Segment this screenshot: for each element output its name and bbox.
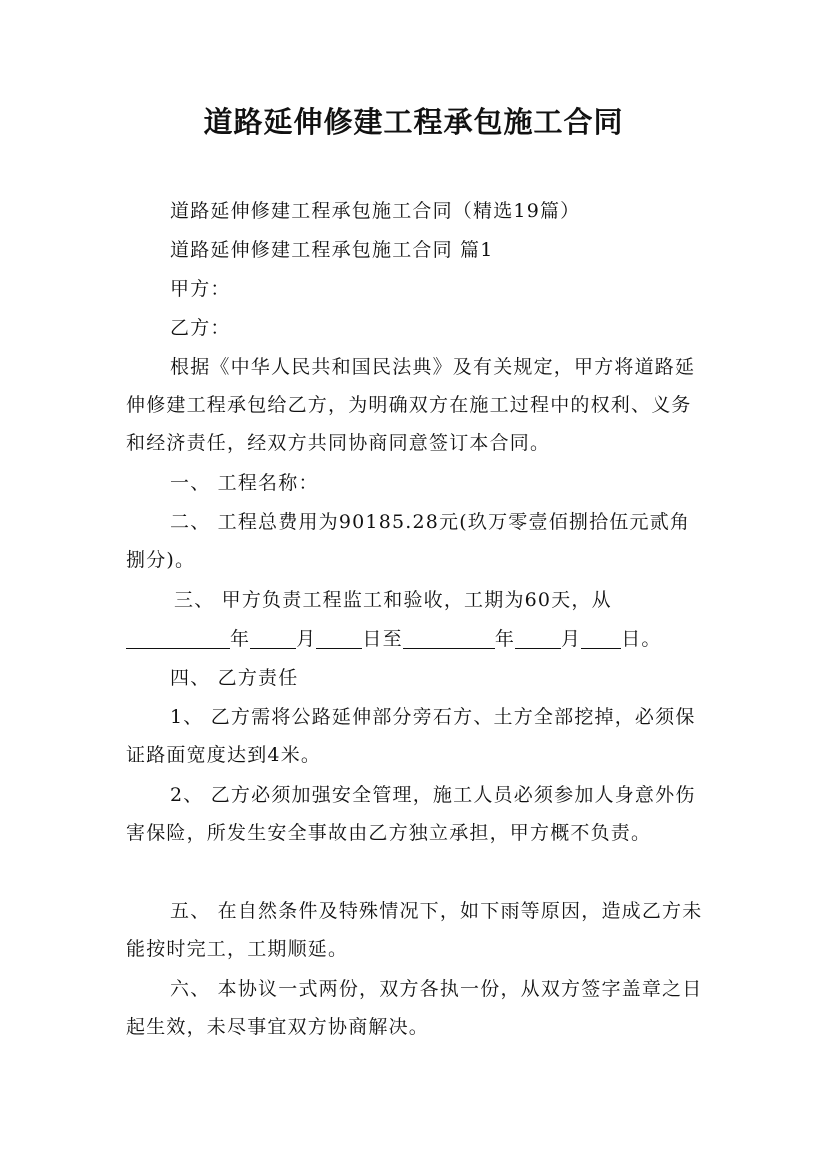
clause-supervision: 三、 甲方负责工程监工和验收，工期为60天，从 — [174, 589, 612, 611]
label-month-end: 月 — [561, 628, 582, 650]
label-year: 年 — [230, 628, 251, 650]
clause-copies: 六、 本协议一式两份，双方各执一份，从双方签字盖章之日起生效，未尽事宜双方协商解决。 — [126, 978, 703, 1038]
intro-paragraph: 根据《中华人民共和国民法典》及有关规定，甲方将道路延伸修建工程承包给乙方，为明确双方在施工过程中的权利、义务和经济责任，经双方共同协商同意签订本合同。 — [126, 356, 696, 454]
blank-end-year[interactable] — [403, 626, 495, 649]
blank-start-day[interactable] — [316, 626, 362, 649]
party-a-label: 甲方： — [170, 278, 231, 300]
clause-party-b-duties: 四、 乙方责任 — [170, 667, 299, 689]
label-day-to: 日至 — [362, 628, 403, 650]
clause-project-name: 一、 工程名称： — [170, 472, 319, 494]
duty-excavation: 1、 乙方需将公路延伸部分旁石方、土方全部挖掉，必须保证路面宽度达到4米。 — [126, 706, 696, 766]
label-month: 月 — [296, 628, 317, 650]
party-b-label: 乙方： — [170, 317, 231, 339]
heading-article: 道路延伸修建工程承包施工合同 篇1 — [170, 239, 494, 261]
clause-total-cost: 二、 工程总费用为90185.28元(玖万零壹佰捌拾伍元贰角捌分)。 — [126, 511, 691, 571]
blank-start-month[interactable] — [250, 626, 296, 649]
label-year-end: 年 — [494, 628, 516, 650]
document-title: 道路延伸修建工程承包施工合同 — [203, 105, 624, 139]
blank-start-year[interactable] — [126, 626, 230, 649]
heading-collection: 道路延伸修建工程承包施工合同（精选19篇） — [170, 200, 581, 222]
clause-force-majeure: 五、 在自然条件及特殊情况下，如下雨等原因，造成乙方未能按时完工，工期顺延。 — [126, 900, 703, 960]
blank-end-month[interactable] — [515, 626, 561, 649]
blank-end-day[interactable] — [581, 626, 621, 649]
duty-safety: 2、 乙方必须加强安全管理，施工人员必须参加人身意外伤害保险，所发生安全事故由乙方独立承担，甲方概不负责。 — [126, 784, 696, 844]
label-day-end: 日。 — [621, 628, 662, 650]
clause-date-line — [126, 620, 706, 658]
